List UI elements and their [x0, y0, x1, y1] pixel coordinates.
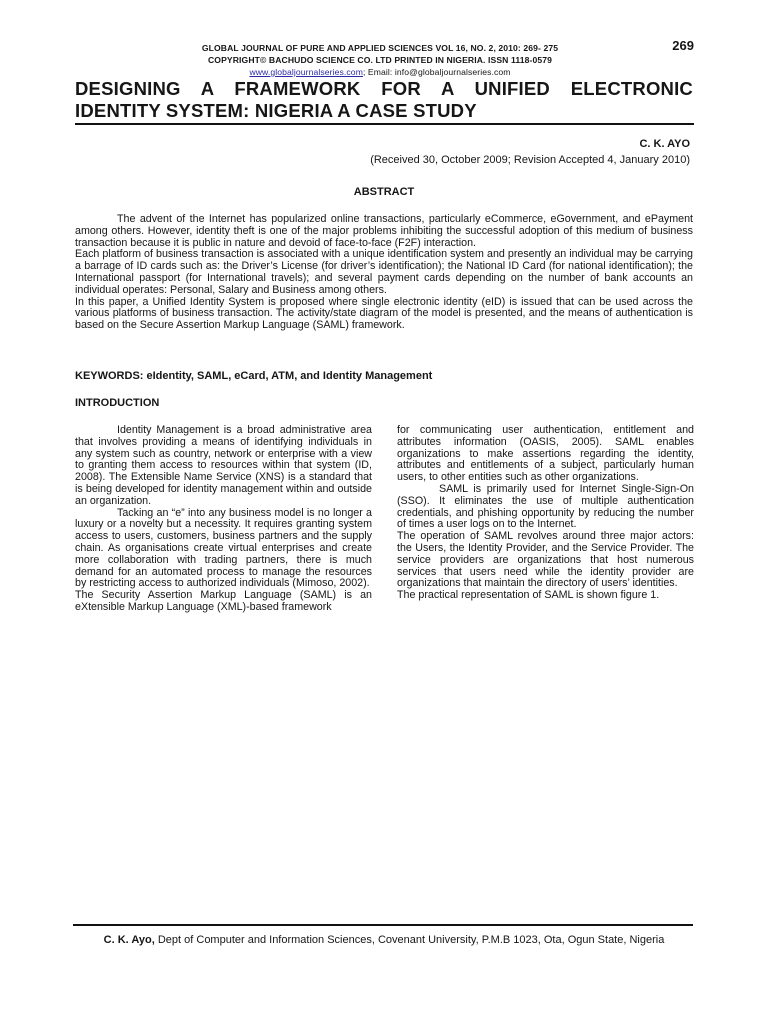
intro-paragraph: Tacking an “e” into any business model is no longer a luxury or a novelty but a necessity. It requires granting system access to users, customers, business partners and the supply chain. As organisations create virtual enterprises and create more collaboration with trading partners, there is much demand for an automated process to manage the resources by restricting access to authorized individuals (Mimoso, 2002). — [75, 506, 372, 590]
author-affiliation — [0, 934, 768, 946]
introduction-heading: INTRODUCTION — [75, 397, 160, 409]
received-dates: (Received 30, October 2009; Revision Accepted 4, January 2010) — [370, 154, 690, 166]
intro-paragraph: SAML is primarily used for Internet Single-Sign-On (SSO). It eliminates the use of multiple authentication credentials, and phishing opportunity by reducing the number of times a user logs on to the Internet. — [397, 482, 694, 531]
journal-line: GLOBAL JOURNAL OF PURE AND APPLIED SCIENCES VOL 16, NO. 2, 2010: 269- 275 — [201, 43, 559, 53]
abstract-paragraph-3: In this paper, a Unified Identity System is proposed where single electronic identity (eID) is issued that can be used across the various platforms of business transaction. The activity/state diagram of the model is presented, and the means of authentication is based on the Secure Assertion Markup Language (SAML) framework. — [75, 295, 693, 332]
journal-header — [150, 42, 610, 78]
intro-paragraph: Identity Management is a broad administrative area that involves providing a means of identifying individuals in any system such as country, network or enterprise with a view to granting them access to resources within that system (ID, 2008). The Extensible Name Service (XNS) is a standard that is being developed for identity management within and outside an organization. — [75, 424, 372, 507]
intro-paragraph: The Security Assertion Markup Language (SAML) is an eXtensible Markup Language (XML)-based framework — [75, 589, 372, 613]
intro-paragraph: The practical representation of SAML is shown figure 1. — [397, 589, 660, 602]
title-line-2: IDENTITY SYSTEM: NIGERIA A CASE STUDY — [75, 100, 477, 121]
intro-paragraph: The operation of SAML revolves around three major actors: the Users, the Identity Provider, and the Service Provider. The service providers are organizations that host numerous services that users need while the identity provider are organizations that maintain the directory of users’ identities. — [397, 530, 694, 590]
footer-affiliation: Dept of Computer and Information Sciences, Covenant University, P.M.B 1023, Ota, Ogun State, Nigeria — [154, 934, 665, 946]
abstract-paragraph-2: Each platform of business transaction is associated with a unique identification system and presently an individual may be carrying a barrage of ID cards such as: the Driver’s License (for driver’s identification); the National ID Card (for national identification); the International passport (for International travels); and several payment cards depending on the number of bank accounts an individual operates: Personal, Salary and Business among others. — [75, 248, 693, 296]
left-column — [75, 425, 372, 614]
contact-line — [150, 66, 610, 78]
title-divider — [75, 123, 694, 125]
abstract-paragraph-1: The advent of the Internet has popularized online transactions, particularly eCommerce, eGovernment, and ePayment among others. However, identity theft is one of the major problems inhibiting the successful adoption of this medium of business transaction because it is public in nature and devoid of face-to-face (F2F) interaction. — [75, 213, 693, 249]
right-column — [397, 425, 694, 602]
footer-author: C. K. Ayo, — [103, 934, 155, 946]
page-number: 269 — [672, 38, 694, 53]
footer-divider — [73, 924, 693, 926]
abstract-heading: ABSTRACT — [353, 186, 415, 198]
author-name: C. K. AYO — [639, 138, 690, 150]
abstract-body — [75, 214, 693, 332]
website-link[interactable]: www.globaljournalseries.com — [249, 67, 363, 77]
title-line-1: DESIGNING A FRAMEWORK FOR A UNIFIED ELECTRONIC — [75, 78, 693, 99]
paper-title — [75, 78, 693, 122]
copyright-line: COPYRIGHT© BACHUDO SCIENCE CO. LTD PRINTED IN NIGERIA. ISSN 1118-0579 — [208, 55, 552, 65]
intro-paragraph: for communicating user authentication, entitlement and attributes information (OASIS, 2005). SAML enables organizations to make assertions regarding the identity, attributes and entitlements of a subject, particularly human users, to other entities such as other organizations. — [397, 424, 694, 484]
keywords: KEYWORDS: eIdentity, SAML, eCard, ATM, and Identity Management — [75, 370, 433, 382]
email-text: ; Email: info@globaljournalseries.com — [362, 67, 511, 77]
